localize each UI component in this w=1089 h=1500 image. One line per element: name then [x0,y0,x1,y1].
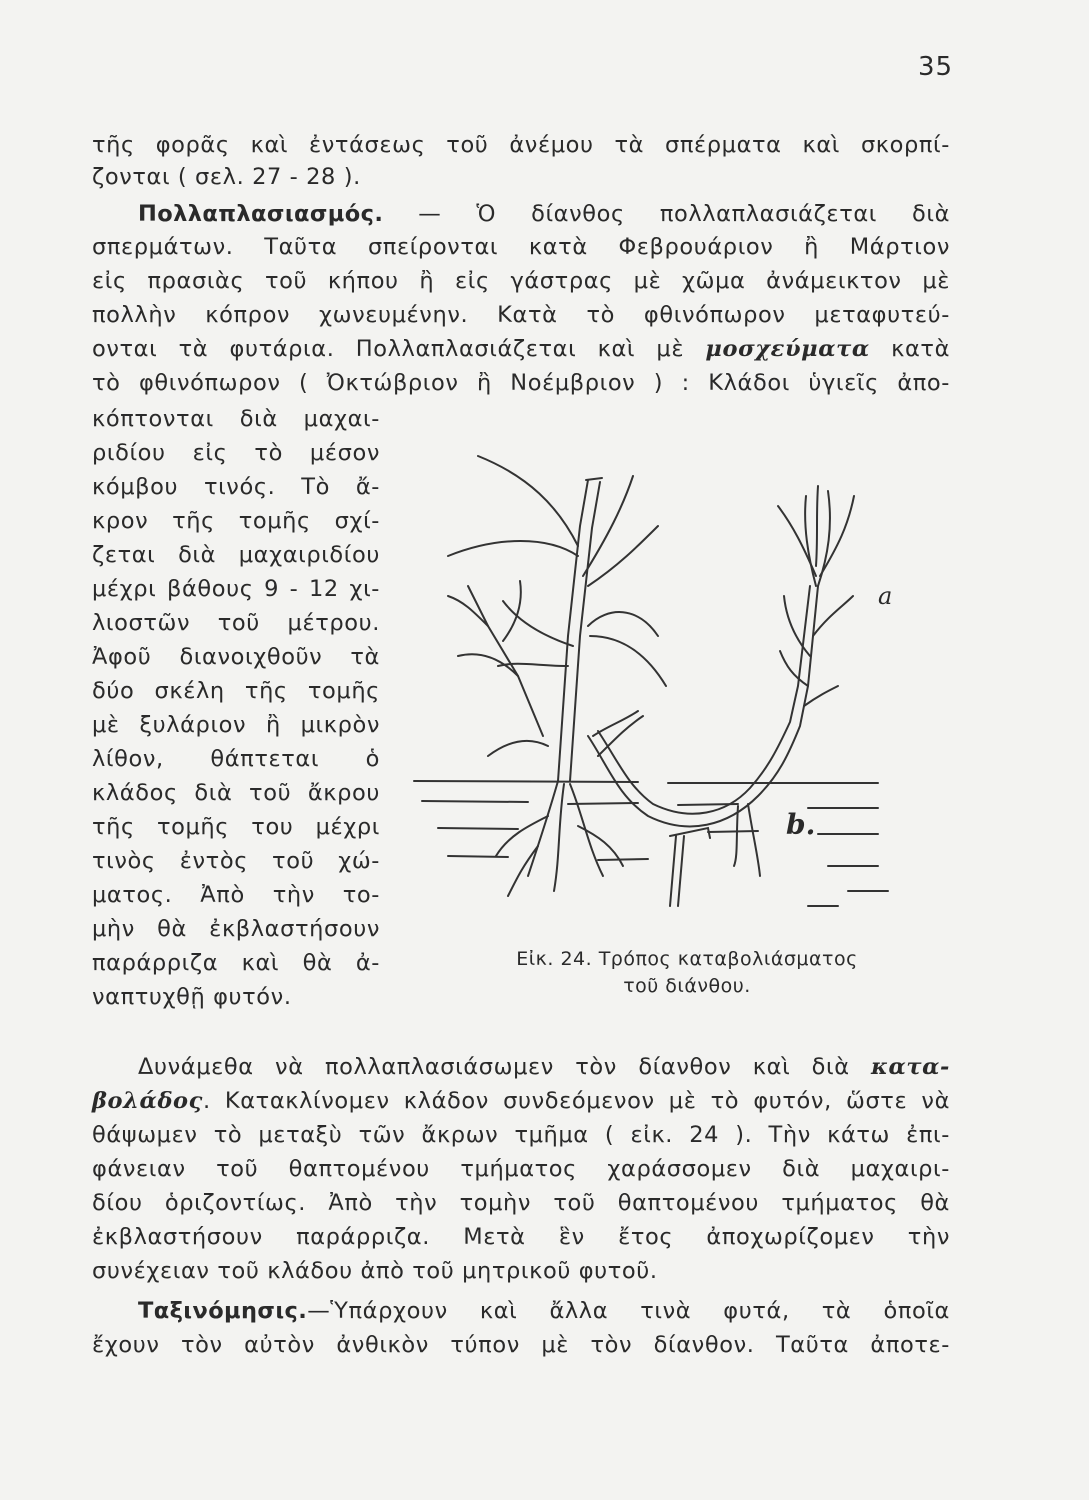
text-line: ζονται ( σελ. 27 - 28 ). [92,164,361,190]
text-line: δίου ὁριζοντίως. Ἀπὸ τὴν τομὴν τοῦ θαπτομένου τμήματος θὰ [92,1190,950,1216]
text-line: μέχρι βάθους 9 - 12 χι- [92,576,380,602]
text-span: . Κατακλίνομεν κλάδον συνδεόμενον μὲ τὸ φυτόν, ὥστε νὰ [202,1088,950,1114]
term-layering-cont: βολάδος [92,1088,203,1114]
text-line [92,334,950,364]
text-line: μὴν θὰ ἐκβλαστήσουν [92,916,380,942]
section-heading-propagation: Πολλαπλασιασμός. [138,201,384,227]
text-line: κρον τῆς τομῆς σχί- [92,508,380,534]
text-line: κλάδος διὰ τοῦ ἄκρου [92,780,380,806]
text-line: ναπτυχθῇ φυτόν. [92,984,292,1010]
text-line: εἰς πρασιὰς τοῦ κήπου ἢ εἰς γάστρας μὲ χῶμα ἀνάμεικτον μὲ [92,268,950,294]
text-span: ονται τὰ φυτάρια. Πολλαπλασιάζεται καὶ μὲ [92,336,706,362]
text-line: Ἀφοῦ διανοιχθοῦν τὰ [92,644,380,670]
text-line: θάψωμεν τὸ μεταξὺ τῶν ἄκρων τμῆμα ( εἰκ. 24 ). Τὴν κάτω ἐπι- [92,1122,950,1148]
text-line: σπερμάτων. Ταῦτα σπείρονται κατὰ Φεβρουάριον ἢ Μάρτιον [92,234,950,260]
text-line: τῆς τομῆς του μέχρι [92,814,380,840]
text-span: Δυνάμεθα νὰ πολλαπλασιάσωμεν τὸν δίανθον καὶ διὰ [138,1054,872,1080]
figure-caption-line: Εἰκ. 24. Τρόπος καταβολιάσματος [516,948,858,970]
text-line: κόπτονται διὰ μαχαι- [92,406,380,432]
figure-carnation-layering [408,436,956,946]
text-line [92,1086,950,1116]
text-line [92,1296,950,1326]
text-line: κόμβου τινός. Τὸ ἄ- [92,474,380,500]
figure-label-a: a [878,582,893,610]
text-line [92,199,950,229]
text-line: λιοστῶν τοῦ μέτρου. [92,610,380,636]
text-line [92,1052,950,1082]
text-line: πολλὴν κόπρον χωνευμένην. Κατὰ τὸ φθινόπωρον μεταφυτεύ- [92,302,950,328]
text-line: δύο σκέλη τῆς τομῆς [92,678,380,704]
text-span: — Ὁ δίανθος πολλαπλασιάζεται διὰ [383,201,950,227]
text-line: μὲ ξυλάριον ἢ μικρὸν [92,712,380,738]
page-number: 35 [918,52,954,82]
text-line: ριδίου εἰς τὸ μέσον [92,440,380,466]
text-line: ἐκβλαστήσουν παράρριζα. Μετὰ ἓν ἔτος ἀποχωρίζομεν τὴν [92,1224,950,1250]
text-span: —Ὑπάρχουν καὶ ἄλλα τινὰ φυτά, τὰ ὁποῖα [307,1298,950,1324]
section-heading-classification: Ταξινόμησις. [138,1298,308,1324]
text-line: ζεται διὰ μαχαιριδίου [92,542,380,568]
text-line: λίθον, θάπτεται ὁ [92,746,380,772]
text-line: φάνειαν τοῦ θαπτομένου τμήματος χαράσσομεν διὰ μαχαιρι- [92,1156,950,1182]
text-line: ἔχουν τὸν αὐτὸν ἀνθικὸν τύπον μὲ τὸν δίανθον. Ταῦτα ἀποτε- [92,1332,950,1358]
text-span: κατὰ [869,336,950,362]
text-line: παράρριζα καὶ θὰ ἀ- [92,950,380,976]
figure-caption-line: τοῦ διάνθου. [623,975,751,997]
text-line: ματος. Ἀπὸ τὴν το- [92,882,380,908]
text-line: τὸ φθινόπωρον ( Ὀκτώβριον ἢ Νοέμβριον ) : Κλάδοι ὑγιεῖς ἀπο- [92,370,950,396]
text-line: τινὸς ἐντὸς τοῦ χώ- [92,848,380,874]
term-cuttings: μοσχεύματα [705,336,870,362]
text-line: συνέχειαν τοῦ κλάδου ἀπὸ τοῦ μητρικοῦ φυτοῦ. [92,1258,658,1284]
text-line: τῆς φορᾶς καὶ ἐντάσεως τοῦ ἀνέμου τὰ σπέρματα καὶ σκορπί- [92,132,950,158]
figure-label-b: b. [786,808,816,841]
term-layering: κατα- [871,1054,950,1080]
